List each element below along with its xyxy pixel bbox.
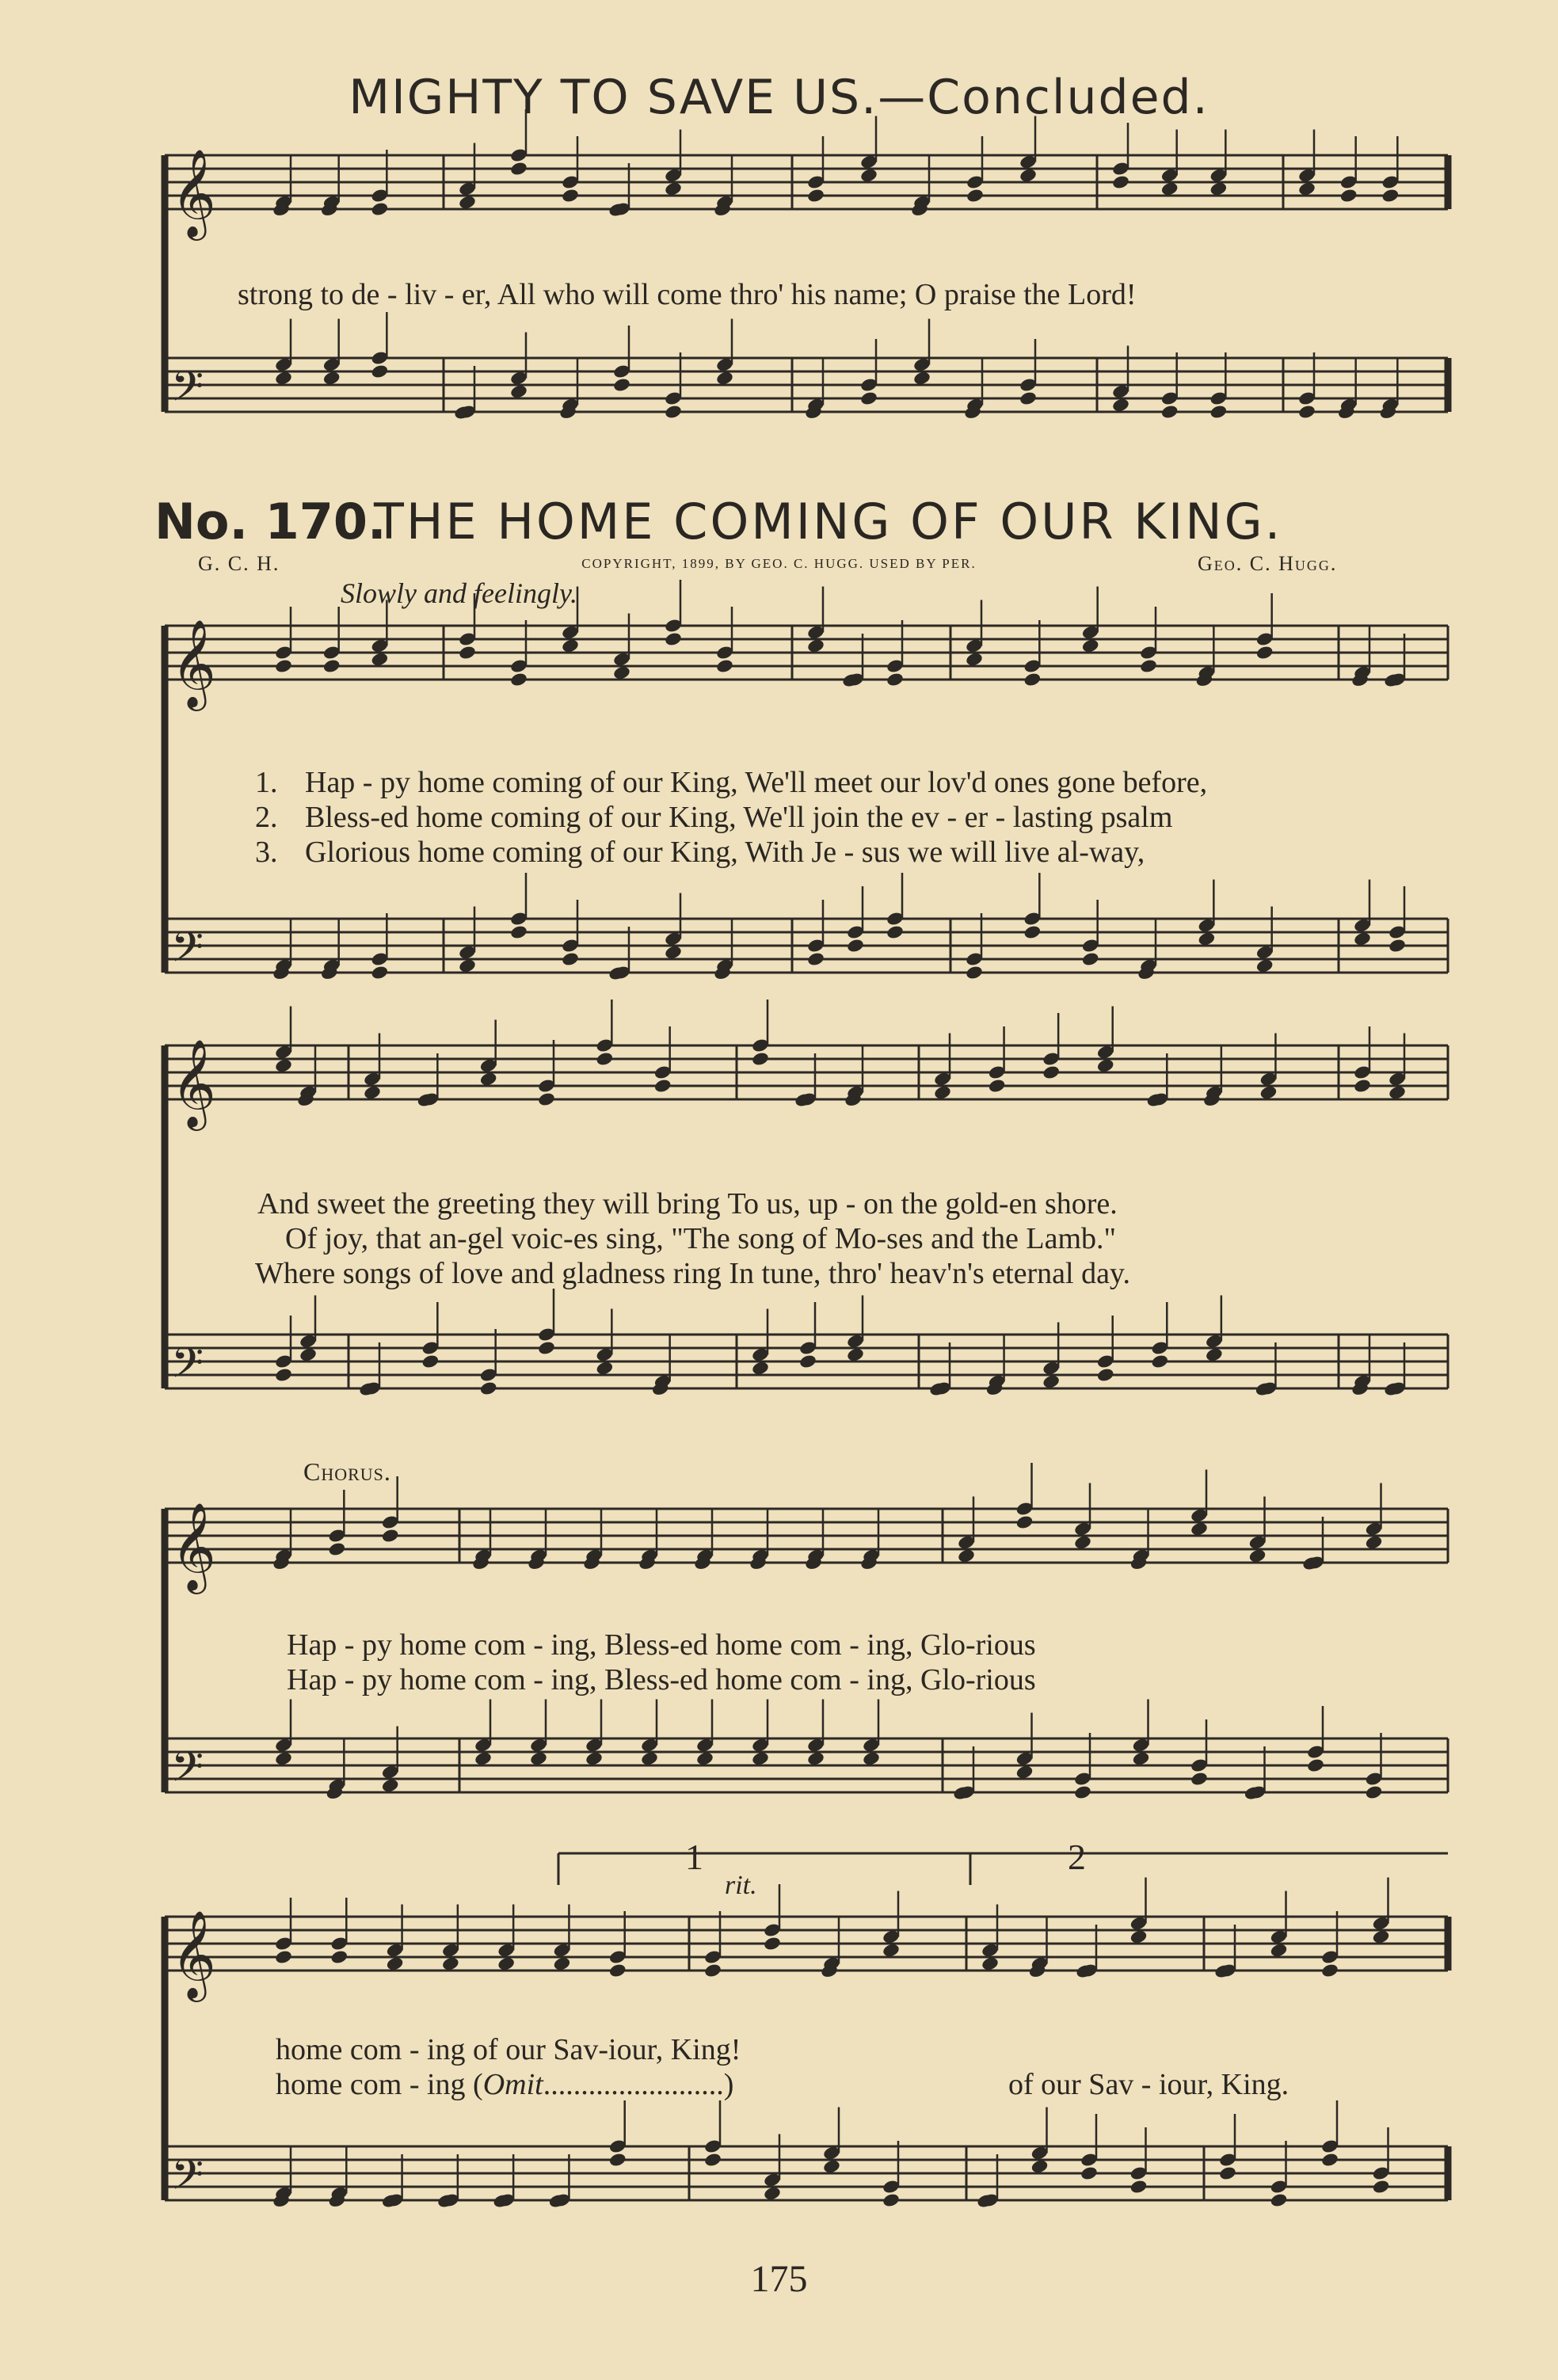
treble-clef: 𝄞 bbox=[171, 619, 216, 707]
note-head bbox=[664, 945, 683, 961]
note-head bbox=[966, 188, 985, 204]
note-head bbox=[882, 2192, 901, 2208]
note-head bbox=[386, 1956, 405, 1972]
chorus-lyric: Hap - py home com - ing, Bless-ed home com - ing, Glo-rious bbox=[287, 1663, 1036, 1696]
note-head bbox=[912, 371, 931, 387]
note-head bbox=[846, 938, 865, 954]
note-head bbox=[1019, 168, 1038, 184]
note-head bbox=[458, 958, 477, 974]
note-head bbox=[886, 672, 905, 687]
note-head bbox=[1030, 2159, 1049, 2175]
chorus-lyric: home com - ing of our Sav-iour, King! bbox=[276, 2033, 741, 2066]
note-head bbox=[1297, 181, 1316, 197]
note-head bbox=[608, 2152, 627, 2168]
note-head bbox=[664, 404, 683, 420]
tempo-marking: Slowly and feelingly. bbox=[341, 577, 577, 609]
note-head bbox=[274, 1751, 293, 1767]
note-head bbox=[474, 1751, 493, 1767]
note-head bbox=[371, 965, 390, 981]
note-head bbox=[1023, 924, 1042, 940]
first-ending-number: 1 bbox=[685, 1837, 703, 1877]
note-head bbox=[1190, 1771, 1209, 1787]
note-head bbox=[1372, 1929, 1391, 1945]
chorus-lyric-ending: of our Sav - iour, King. bbox=[1008, 2068, 1289, 2101]
note-head bbox=[509, 384, 528, 400]
treble-clef: 𝄞 bbox=[171, 1910, 216, 1998]
note-head bbox=[421, 1354, 440, 1369]
hymn-title: THE HOME COMING OF OUR KING. bbox=[374, 493, 1283, 550]
hymn-number: No. 170. bbox=[154, 493, 387, 550]
note-head bbox=[509, 161, 528, 177]
note-head bbox=[1365, 1535, 1384, 1551]
note-head bbox=[1205, 1347, 1224, 1363]
note-head bbox=[1019, 390, 1038, 406]
note-head bbox=[763, 1936, 782, 1952]
note-head bbox=[1080, 2165, 1099, 2181]
note-head bbox=[561, 638, 580, 654]
note-head bbox=[1297, 404, 1316, 420]
note-head bbox=[703, 1963, 722, 1978]
note-head bbox=[715, 371, 734, 387]
treble-clef: 𝄞 bbox=[171, 148, 216, 237]
bass-clef: 𝄢 bbox=[171, 1339, 204, 1398]
verse-lyric: Bless-ed home coming of our King, We'll join the ev - er - lasting psalm bbox=[305, 801, 1173, 834]
note-head bbox=[328, 1541, 347, 1557]
note-head bbox=[653, 1078, 672, 1094]
note-head bbox=[1160, 181, 1179, 197]
note-head bbox=[806, 951, 825, 967]
note-head bbox=[381, 1528, 400, 1544]
chorus-lyric-start: home com - ing ( bbox=[276, 2068, 483, 2101]
note-head bbox=[763, 2186, 782, 2202]
note-head bbox=[274, 1949, 293, 1965]
bass-clef: 𝄢 bbox=[171, 923, 204, 982]
note-head bbox=[798, 1354, 817, 1369]
note-head bbox=[1015, 1765, 1034, 1780]
note-head bbox=[322, 371, 341, 387]
page-number: 175 bbox=[750, 2258, 808, 2300]
note-head bbox=[1353, 931, 1372, 947]
note-head bbox=[859, 390, 878, 406]
note-head bbox=[561, 188, 580, 204]
note-head bbox=[1073, 1535, 1092, 1551]
note-head bbox=[497, 1956, 516, 1972]
note-head bbox=[806, 1751, 825, 1767]
verse-number: 2. bbox=[255, 801, 278, 834]
note-head bbox=[1081, 638, 1100, 654]
lyricist-credit: G. C. H. bbox=[198, 552, 280, 575]
note-head bbox=[371, 201, 390, 217]
note-head bbox=[1365, 1784, 1384, 1800]
note-head bbox=[479, 1072, 498, 1087]
note-head bbox=[458, 645, 477, 661]
note-head bbox=[1353, 1078, 1372, 1094]
note-head bbox=[1150, 1354, 1169, 1369]
note-head bbox=[458, 195, 477, 211]
note-head bbox=[1320, 1963, 1339, 1978]
verse-number: 1. bbox=[255, 766, 278, 799]
note-head bbox=[1388, 938, 1407, 954]
note-head bbox=[381, 1778, 400, 1794]
verse-lyric: Glorious home coming of our King, With Je - sus we will live al-way, bbox=[305, 836, 1145, 869]
note-head bbox=[1129, 1929, 1149, 1945]
note-head bbox=[1129, 2179, 1149, 2195]
note-head bbox=[1096, 1367, 1115, 1383]
composer-credit: Geo. C. Hugg. bbox=[1198, 552, 1338, 575]
note-head bbox=[1073, 1784, 1092, 1800]
note-head bbox=[1111, 174, 1130, 190]
note-head bbox=[715, 658, 734, 674]
verse-lyric: Where songs of love and gladness ring In tune, thro' heav'n's eternal day. bbox=[255, 1257, 1130, 1290]
verse-lyric: Hap - py home coming of our King, We'll meet our lov'd ones gone before, bbox=[305, 766, 1208, 799]
bass-clef: 𝄢 bbox=[171, 1743, 204, 1802]
note-head bbox=[1023, 672, 1042, 687]
note-head bbox=[751, 1361, 770, 1377]
note-head bbox=[1306, 1757, 1325, 1773]
omit-dots: ........................ bbox=[543, 2068, 724, 2101]
note-head bbox=[664, 181, 683, 197]
note-head bbox=[640, 1751, 659, 1767]
verse-lyric: And sweet the greeting they will bring To us, up - on the gold-en shore. bbox=[257, 1187, 1118, 1220]
note-head bbox=[330, 1949, 349, 1965]
note-head bbox=[1190, 1521, 1209, 1537]
note-head bbox=[553, 1956, 572, 1972]
note-head bbox=[1255, 958, 1274, 974]
note-head bbox=[322, 658, 341, 674]
note-head bbox=[561, 951, 580, 967]
note-head bbox=[1111, 398, 1130, 413]
note-head bbox=[585, 1751, 604, 1767]
note-head bbox=[274, 1367, 293, 1383]
chorus-lyric: Hap - py home com - ing, Bless-ed home com - ing, Glo-rious bbox=[287, 1628, 1036, 1662]
copyright-notice: COPYRIGHT, 1899, BY GEO. C. HUGG. USED BY PER. bbox=[581, 556, 977, 571]
note-head bbox=[1042, 1374, 1061, 1390]
chorus-lyric bbox=[276, 2067, 733, 2102]
note-head bbox=[822, 2159, 841, 2175]
note-head bbox=[299, 1347, 318, 1363]
note-head bbox=[1218, 2165, 1237, 2181]
note-head bbox=[1139, 658, 1158, 674]
note-head bbox=[1096, 1058, 1115, 1074]
note-head bbox=[1381, 188, 1400, 204]
note-head bbox=[1248, 1548, 1267, 1564]
chorus-lyric-close: ) bbox=[723, 2068, 734, 2101]
note-head bbox=[751, 1751, 770, 1767]
chorus-label: Chorus. bbox=[303, 1457, 391, 1486]
omit-direction: Omit bbox=[482, 2068, 543, 2101]
note-head bbox=[957, 1548, 976, 1564]
note-head bbox=[1270, 1943, 1289, 1959]
note-head bbox=[612, 665, 631, 681]
note-head bbox=[371, 364, 390, 379]
note-head bbox=[1132, 1751, 1151, 1767]
note-head bbox=[1209, 404, 1228, 420]
note-head bbox=[988, 1078, 1007, 1094]
note-head bbox=[886, 924, 905, 940]
note-head bbox=[1042, 1064, 1061, 1080]
note-head bbox=[596, 1361, 615, 1377]
note-head bbox=[859, 168, 878, 184]
note-head bbox=[806, 188, 825, 204]
page-title: MIGHTY TO SAVE US.—Concluded. bbox=[349, 70, 1209, 125]
note-head bbox=[274, 371, 293, 387]
ritardando-marking: rit. bbox=[725, 1871, 757, 1900]
note-head bbox=[537, 1091, 556, 1107]
treble-clef: 𝄞 bbox=[171, 1038, 216, 1127]
note-head bbox=[529, 1751, 548, 1767]
note-head bbox=[846, 1347, 865, 1363]
note-head bbox=[965, 652, 984, 668]
note-head bbox=[965, 965, 984, 981]
note-head bbox=[1339, 188, 1358, 204]
note-head bbox=[1015, 1514, 1034, 1530]
note-head bbox=[806, 638, 825, 654]
note-head bbox=[933, 1085, 952, 1101]
note-head bbox=[441, 1956, 460, 1972]
note-head bbox=[371, 652, 390, 668]
second-ending-number: 2 bbox=[1068, 1837, 1086, 1877]
note-head bbox=[274, 658, 293, 674]
note-head bbox=[1320, 2152, 1339, 2168]
bass-clef: 𝄢 bbox=[171, 2151, 204, 2210]
note-head bbox=[981, 1956, 1000, 1972]
note-head bbox=[274, 1058, 293, 1074]
note-head bbox=[664, 631, 683, 647]
note-head bbox=[363, 1085, 382, 1101]
note-head bbox=[608, 1963, 627, 1978]
note-head bbox=[1270, 2192, 1289, 2208]
note-head bbox=[509, 924, 528, 940]
note-head bbox=[1160, 404, 1179, 420]
note-head bbox=[1198, 931, 1217, 947]
note-head bbox=[509, 672, 528, 687]
note-head bbox=[479, 1380, 498, 1396]
bass-clef: 𝄢 bbox=[171, 363, 204, 421]
note-head bbox=[1372, 2179, 1391, 2195]
verse-number: 3. bbox=[255, 836, 278, 869]
previous-hymn-lyric: strong to de - liv - er, All who will come thro' his name; O praise the Lord! bbox=[238, 278, 1137, 311]
note-head bbox=[1388, 1085, 1407, 1101]
note-head bbox=[1209, 181, 1228, 197]
note-head bbox=[612, 377, 631, 393]
note-head bbox=[1255, 645, 1274, 661]
note-head bbox=[751, 1051, 770, 1067]
note-head bbox=[1081, 951, 1100, 967]
note-head bbox=[1259, 1085, 1278, 1101]
note-head bbox=[537, 1340, 556, 1356]
note-head bbox=[703, 2152, 722, 2168]
treble-clef: 𝄞 bbox=[171, 1502, 216, 1590]
note-head bbox=[596, 1051, 615, 1067]
verse-lyric: Of joy, that an-gel voic-es sing, "The song of Mo-ses and the Lamb." bbox=[285, 1222, 1117, 1255]
note-head bbox=[695, 1751, 714, 1767]
note-head bbox=[862, 1751, 881, 1767]
note-head bbox=[882, 1943, 901, 1959]
